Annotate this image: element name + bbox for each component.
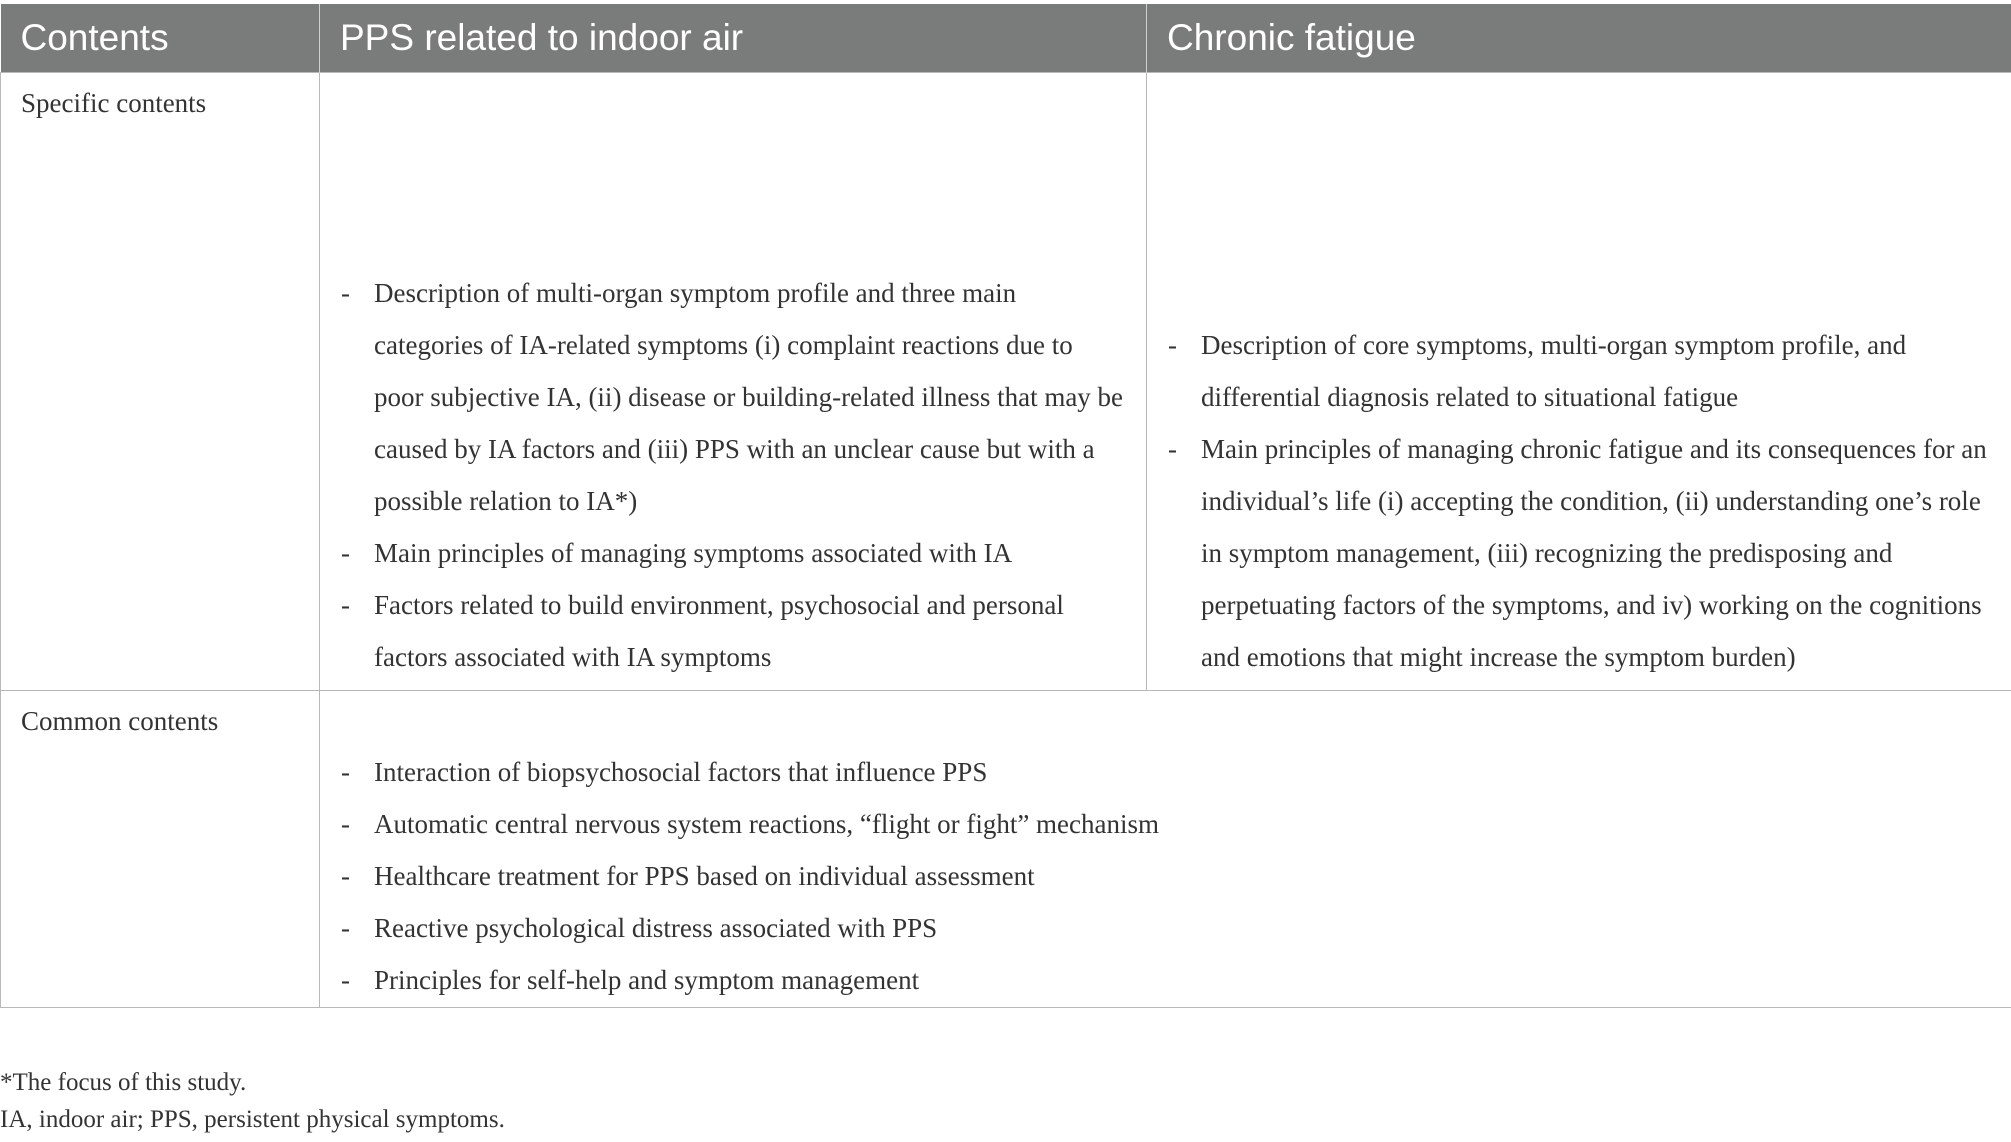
- footnote-focus: *The focus of this study.: [0, 1069, 247, 1096]
- list-item-text: Description of core symptoms, multi-organ symptom profile, and differential diagnosis related to situational fatigue: [1201, 329, 1907, 412]
- bullet-dash: -: [341, 912, 350, 943]
- cell-common: [320, 690, 2011, 1007]
- header-pps-indoor-air: PPS related to indoor air: [320, 4, 1147, 72]
- list-item-text: Factors related to build environment, psychosocial and personal factors associated with IA symptoms: [374, 589, 1064, 672]
- list-item-text: Automatic central nervous system reactions, “flight or fight” mechanism: [374, 808, 1160, 839]
- list-item: [341, 267, 1125, 527]
- table-row-specific: [1, 72, 2011, 690]
- bullet-dash: -: [1168, 433, 1177, 464]
- bullet-dash: -: [341, 964, 350, 995]
- list-item-text: Main principles of managing symptoms associated with IA: [374, 537, 1013, 568]
- list-item-text: Healthcare treatment for PPS based on individual assessment: [374, 860, 1035, 891]
- list-item: [341, 579, 1125, 683]
- table-footnotes: [0, 1064, 505, 1138]
- row-label-specific: Specific contents: [1, 72, 320, 690]
- header-chronic-fatigue: Chronic fatigue: [1147, 4, 2011, 72]
- header-row: [1, 4, 2011, 72]
- header-contents: Contents: [1, 4, 320, 72]
- bullet-dash: -: [341, 808, 350, 839]
- table-row-common: [1, 690, 2011, 1007]
- bullet-dash: -: [341, 756, 350, 787]
- list-item-text: Description of multi-organ symptom profile and three main categories of IA-related symptoms (i) complaint reactions due to poor subjective IA, (ii) disease or building-related illness that may be caused by IA factors and (iii) PPS with an unclear cause but with a possible relation to IA*): [374, 277, 1124, 516]
- bullet-dash: -: [341, 537, 350, 568]
- list-item-text: Main principles of managing chronic fatigue and its consequences for an individual’s life (i) accepting the condition, (ii) understanding one’s role in symptom management, (iii) recognizing the predisposing and perpetuating factors of the symptoms, and iv) working on the cognitions and emotions that might increase the symptom burden): [1201, 433, 1987, 672]
- cell-pps-specific: [320, 72, 1147, 690]
- list-item: [341, 954, 1990, 1006]
- list-item-text: Reactive psychological distress associated with PPS: [374, 912, 938, 943]
- contents-table: [0, 4, 2011, 1008]
- list-item: [341, 527, 1125, 579]
- bullet-dash: -: [341, 277, 350, 308]
- list-item: [341, 746, 1990, 798]
- list-item: [341, 902, 1990, 954]
- list-item: [1168, 319, 1990, 423]
- cell-fatigue-specific: [1147, 72, 2011, 690]
- list-item: [1168, 423, 1990, 683]
- list-item-text: Interaction of biopsychosocial factors that influence PPS: [374, 756, 988, 787]
- bullet-dash: -: [341, 589, 350, 620]
- list-item: [341, 850, 1990, 902]
- row-label-common: Common contents: [1, 690, 320, 1007]
- footnote-abbreviations: IA, indoor air; PPS, persistent physical symptoms.: [0, 1106, 505, 1133]
- bullet-dash: -: [341, 860, 350, 891]
- list-item: [341, 798, 1990, 850]
- bullet-dash: -: [1168, 329, 1177, 360]
- list-item-text: Principles for self-help and symptom management: [374, 964, 920, 995]
